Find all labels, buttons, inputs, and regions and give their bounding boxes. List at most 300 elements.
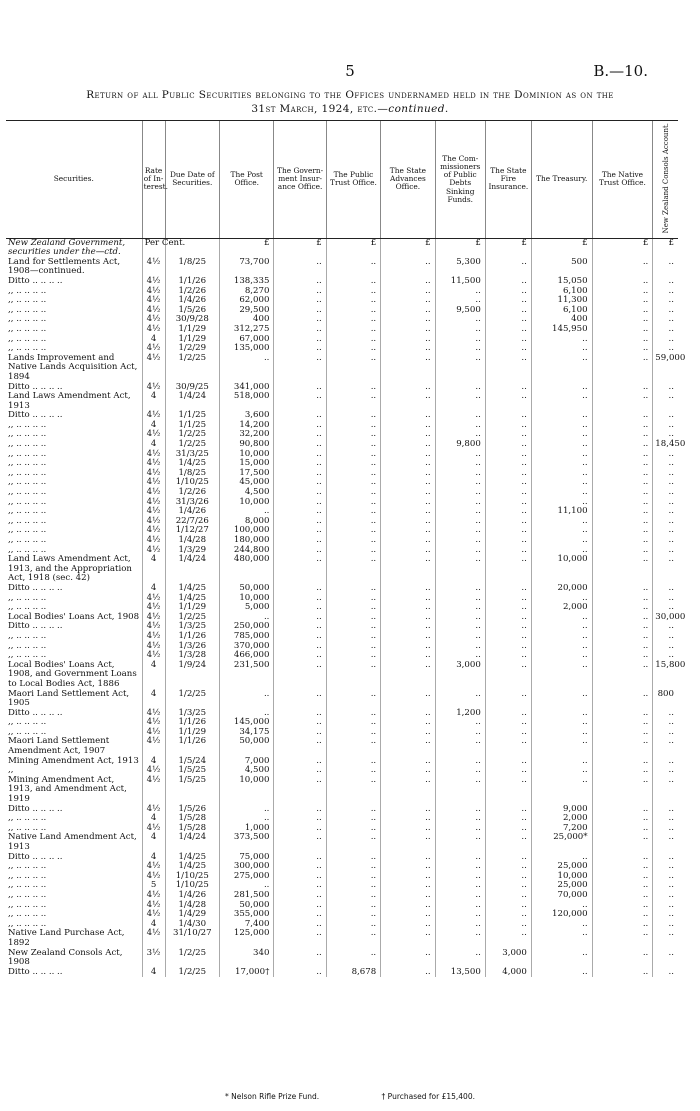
amount-cell: .. [274,728,326,738]
amount-cell: .. [485,881,531,891]
header-government-insurance: The Govern- ment Insur- ance Office. [274,121,326,239]
interest-rate: 4½ [142,287,165,297]
amount-cell: .. [274,555,326,584]
amount-cell: 370,000 [220,642,274,652]
interest-rate: 4½ [142,632,165,642]
amount-cell: .. [485,258,531,277]
amount-cell: .. [592,546,653,556]
amount-cell: .. [435,335,485,345]
amount-cell: .. [435,833,485,852]
amount-cell: .. [531,392,592,411]
footnote-purchased: † Purchased for £15,400. [381,1092,475,1101]
amount-cell: 300,000 [220,862,274,872]
due-date: 1/10/25 [165,872,219,882]
interest-rate: 4 [142,833,165,852]
amount-cell: .. [592,517,653,527]
amount-cell: .. [381,920,435,930]
due-date: 30/9/28 [165,315,219,325]
amount-cell: .. [592,805,653,815]
amount-cell: .. [381,901,435,911]
header-consols-account: New Zealand Consols Account. [653,121,678,239]
amount-cell: 73,700 [220,258,274,277]
amount-cell: .. [592,709,653,719]
table-row [6,584,678,594]
table-row [6,968,678,978]
amount-cell: 3,000 [435,661,485,690]
interest-rate: 4½ [142,824,165,834]
amount-cell: .. [653,258,678,277]
due-date: 1/4/25 [165,862,219,872]
security-name: ,, .. .. .. .. [8,333,47,344]
amount-cell: .. [435,555,485,584]
amount-cell: .. [485,383,531,393]
table-row [6,690,678,709]
amount-cell: .. [326,354,380,383]
table-row [6,737,678,756]
amount-cell: 8,000 [220,517,274,527]
amount-cell: 30,000 [653,613,678,623]
amount-cell: 244,800 [220,546,274,556]
amount-cell: .. [592,325,653,335]
amount-cell: .. [592,459,653,469]
amount-cell: .. [326,517,380,527]
amount-cell: .. [381,891,435,901]
interest-rate: 4½ [142,354,165,383]
due-date: 1/2/25 [165,613,219,623]
security-name: ,, .. .. .. .. [8,343,47,354]
interest-rate: 4½ [142,478,165,488]
amount-cell: .. [592,296,653,306]
amount-cell: .. [326,814,380,824]
amount-cell: .. [326,642,380,652]
security-name: ,, .. .. .. .. [8,285,47,296]
amount-cell: .. [485,622,531,632]
amount-cell: .. [435,776,485,805]
amount-cell: .. [485,613,531,623]
amount-cell: .. [435,507,485,517]
amount-cell: .. [592,968,653,978]
amount-cell: .. [592,814,653,824]
amount-cell: .. [381,728,435,738]
amount-cell: .. [381,440,435,450]
amount-cell: .. [381,737,435,756]
amount-cell: .. [220,805,274,815]
amount-cell: .. [485,536,531,546]
header-public-trust: The Public Trust Office. [326,121,380,239]
amount-cell: .. [435,728,485,738]
amount-cell: .. [653,325,678,335]
interest-rate: 4½ [142,411,165,421]
amount-cell: .. [531,728,592,738]
amount-cell: .. [435,354,485,383]
amount-cell: 10,000 [531,872,592,882]
amount-cell: .. [653,968,678,978]
amount-cell: .. [381,603,435,613]
interest-rate: 4½ [142,383,165,393]
amount-cell: .. [531,632,592,642]
amount-cell: .. [531,594,592,604]
table-row [6,421,678,431]
amount-cell: .. [326,862,380,872]
table-row [6,488,678,498]
due-date: 1/5/28 [165,824,219,834]
amount-cell: .. [326,459,380,469]
due-date: 1/1/26 [165,737,219,756]
amount-cell: .. [485,891,531,901]
amount-cell: .. [326,594,380,604]
amount-cell: 14,200 [220,421,274,431]
amount-cell: .. [653,728,678,738]
amount-cell: .. [592,853,653,863]
amount-cell: 8,678 [326,968,380,978]
unit-pound: £ [653,238,678,258]
amount-cell: .. [274,632,326,642]
amount-cell: .. [592,584,653,594]
amount-cell: .. [653,949,678,968]
security-name: Ditto .. .. .. .. [8,275,63,286]
interest-rate: 4 [142,335,165,345]
amount-cell: .. [326,910,380,920]
amount-cell: .. [381,833,435,852]
amount-cell: .. [274,306,326,316]
amount-cell: .. [274,737,326,756]
amount-cell: .. [326,584,380,594]
table-row [6,776,678,805]
amount-cell: 29,500 [220,306,274,316]
security-name: Ditto .. .. .. .. [8,707,63,718]
table-row [6,526,678,536]
amount-cell: 120,000 [531,910,592,920]
table-row [6,709,678,719]
amount-cell: .. [653,296,678,306]
due-date: 1/4/26 [165,891,219,901]
due-date: 31/3/26 [165,498,219,508]
amount-cell: .. [274,929,326,948]
interest-rate: 4½ [142,450,165,460]
amount-cell: .. [653,430,678,440]
security-name: ,, .. .. .. .. [8,544,47,555]
amount-cell: 67,000 [220,335,274,345]
amount-cell: .. [326,498,380,508]
unit-percent: Per Cent. [142,238,165,258]
due-date: 1/2/25 [165,949,219,968]
document-code: B.—10. [593,62,648,80]
amount-cell: .. [326,555,380,584]
amount-cell: .. [653,833,678,852]
amount-cell: .. [274,872,326,882]
amount-cell: .. [531,335,592,345]
amount-cell: .. [485,824,531,834]
amount-cell: 518,000 [220,392,274,411]
amount-cell: .. [485,344,531,354]
amount-cell: .. [274,881,326,891]
due-date: 1/4/25 [165,459,219,469]
amount-cell: .. [326,536,380,546]
amount-cell: 400 [220,315,274,325]
amount-cell: .. [326,728,380,738]
amount-cell: .. [531,622,592,632]
amount-cell: .. [326,430,380,440]
amount-cell: .. [326,853,380,863]
amount-cell: .. [326,632,380,642]
table-body [6,237,686,977]
amount-cell: 17,500 [220,469,274,479]
amount-cell: .. [326,929,380,948]
amount-cell: .. [326,258,380,277]
due-date: 1/10/25 [165,881,219,891]
amount-cell: 7,000 [220,757,274,767]
amount-cell: .. [531,498,592,508]
amount-cell: 785,000 [220,632,274,642]
amount-cell: 6,100 [531,287,592,297]
interest-rate: 4½ [142,258,165,277]
amount-cell: .. [274,392,326,411]
amount-cell: 10,000 [220,498,274,508]
table-row [6,440,678,450]
security-name: Land Laws Amendment Act, 1913, and the Appropriation Act, 1918 (sec. 42) [8,554,132,584]
amount-cell: 373,500 [220,833,274,852]
security-name: ,, .. .. .. .. [8,477,47,488]
amount-cell: .. [274,296,326,306]
amount-cell: .. [485,901,531,911]
amount-cell: .. [435,814,485,824]
amount-cell: .. [435,450,485,460]
amount-cell: .. [531,690,592,709]
amount-cell: .. [435,517,485,527]
table-row [6,718,678,728]
amount-cell: .. [326,277,380,287]
amount-cell: .. [381,430,435,440]
amount-cell: .. [326,881,380,891]
amount-cell: .. [485,469,531,479]
amount-cell: .. [592,949,653,968]
table-row [6,450,678,460]
amount-cell: .. [381,584,435,594]
unit-pound: £ [220,238,274,258]
amount-cell: .. [274,344,326,354]
due-date: 1/5/26 [165,306,219,316]
due-date: 1/2/25 [165,968,219,978]
title-line-1: Return of all Public Securities belonging to the Offices undernamed held in the Dominion as on the [86,89,614,101]
amount-cell: .. [653,920,678,930]
amount-cell: .. [485,728,531,738]
interest-rate: 4½ [142,929,165,948]
security-name: Lands Improvement and Native Lands Acquisition Act, 1894 [8,352,138,382]
security-name: Mining Amendment Act, 1913, and Amendment Act, 1919 [8,774,127,805]
amount-cell: 5,300 [435,258,485,277]
amount-cell: .. [485,440,531,450]
amount-cell: .. [381,642,435,652]
security-name: ,, .. .. .. .. [8,535,47,546]
security-name: Native Land Amendment Act, 1913 [8,832,137,853]
due-date: 1/4/24 [165,392,219,411]
table-row [6,517,678,527]
amount-cell: .. [653,651,678,661]
security-name: ,, .. .. .. .. [8,899,47,910]
amount-cell: .. [592,833,653,852]
amount-cell: 25,000* [531,833,592,852]
amount-cell: .. [435,344,485,354]
amount-cell: .. [531,613,592,623]
due-date: 1/3/26 [165,642,219,652]
amount-cell: .. [531,383,592,393]
amount-cell: .. [220,709,274,719]
amount-cell: .. [485,862,531,872]
security-name: Native Land Purchase Act, 1892 [8,928,125,948]
amount-cell: .. [381,488,435,498]
amount-cell: .. [531,642,592,652]
amount-cell: .. [381,910,435,920]
amount-cell: .. [592,728,653,738]
security-name: ,, .. .. .. .. [8,323,47,334]
amount-cell: .. [326,526,380,536]
amount-cell: .. [381,757,435,767]
due-date: 1/4/26 [165,507,219,517]
amount-cell: .. [485,411,531,421]
amount-cell: .. [653,872,678,882]
amount-cell: .. [653,536,678,546]
header-post-office: The Post Office. [220,121,274,239]
amount-cell: 9,800 [435,440,485,450]
amount-cell: 341,000 [220,383,274,393]
due-date: 1/4/25 [165,594,219,604]
amount-cell: 10,000 [220,776,274,805]
amount-cell: .. [485,833,531,852]
amount-cell: .. [592,757,653,767]
amount-cell: .. [274,833,326,852]
amount-cell: .. [435,805,485,815]
amount-cell: .. [653,632,678,642]
amount-cell: .. [381,690,435,709]
amount-cell: .. [435,613,485,623]
amount-cell: .. [435,430,485,440]
amount-cell: 466,000 [220,651,274,661]
amount-cell: .. [653,507,678,517]
amount-cell: .. [485,306,531,316]
amount-cell: .. [653,584,678,594]
page-number: 5 [345,62,355,80]
header-commissioners: The Com- missioners of Public Debts Sinking Funds. [435,121,485,239]
due-date: 1/1/29 [165,325,219,335]
security-name: Maori Land Settlement Amendment Act, 1907 [8,736,110,757]
interest-rate: 4 [142,392,165,411]
security-name: Ditto .. .. .. .. [8,851,63,862]
table-row [6,411,678,421]
due-date: 1/2/25 [165,430,219,440]
amount-cell: .. [592,354,653,383]
interest-rate: 3½ [142,949,165,968]
interest-rate: 4½ [142,718,165,728]
amount-cell: .. [326,450,380,460]
security-name: Land Laws Amendment Act, 1913 [8,391,131,411]
amount-cell: .. [381,411,435,421]
amount-cell: .. [531,929,592,948]
interest-rate: 4½ [142,507,165,517]
amount-cell: .. [485,920,531,930]
amount-cell: 25,000 [531,881,592,891]
amount-cell: .. [381,383,435,393]
security-name: ,, .. .. .. .. [8,813,47,824]
amount-cell: 11,100 [531,507,592,517]
security-name: ,, [8,765,14,776]
amount-cell: .. [531,651,592,661]
amount-cell: .. [531,469,592,479]
interest-rate: 4½ [142,910,165,920]
amount-cell: 5,000 [220,603,274,613]
amount-cell: .. [435,421,485,431]
amount-cell: .. [381,469,435,479]
amount-cell: 15,000 [220,459,274,469]
header-state-fire: The State Fire Insurance. [485,121,531,239]
amount-cell: .. [326,383,380,393]
security-name: ,, .. .. .. .. [8,487,47,498]
due-date: 1/5/24 [165,757,219,767]
interest-rate: 4½ [142,728,165,738]
amount-cell: .. [274,546,326,556]
amount-cell: .. [592,335,653,345]
amount-cell: .. [531,853,592,863]
amount-cell: .. [485,546,531,556]
amount-cell: .. [531,440,592,450]
amount-cell: .. [485,814,531,824]
amount-cell: .. [592,421,653,431]
amount-cell: .. [592,661,653,690]
security-name: Ditto .. .. .. .. [8,381,63,392]
due-date: 1/5/28 [165,814,219,824]
interest-rate: 4½ [142,862,165,872]
amount-cell: .. [326,920,380,930]
amount-cell: .. [381,517,435,527]
amount-cell: 11,500 [435,277,485,287]
amount-cell: .. [531,718,592,728]
due-date: 1/1/29 [165,728,219,738]
amount-cell: .. [653,766,678,776]
amount-cell: .. [435,766,485,776]
interest-rate: 4½ [142,459,165,469]
security-name: ,, .. .. .. .. [8,918,47,929]
amount-cell: .. [653,498,678,508]
header-state-advances: The State Advances Office. [381,121,435,239]
amount-cell: .. [485,632,531,642]
amount-cell: .. [435,603,485,613]
amount-cell: .. [653,603,678,613]
amount-cell: .. [485,354,531,383]
amount-cell: 25,000 [531,862,592,872]
amount-cell: .. [485,555,531,584]
amount-cell: .. [592,690,653,709]
amount-cell: .. [220,814,274,824]
amount-cell: .. [653,862,678,872]
security-name: ,, .. .. .. .. [8,717,47,728]
amount-cell: .. [485,910,531,920]
security-name: ,, .. .. .. .. [8,467,47,478]
amount-cell: .. [274,421,326,431]
amount-cell: .. [381,335,435,345]
amount-cell: .. [274,661,326,690]
security-name: ,, .. .. .. .. [8,630,47,641]
amount-cell: .. [435,824,485,834]
interest-rate: 4½ [142,344,165,354]
amount-cell: .. [274,258,326,277]
amount-cell: 62,000 [220,296,274,306]
interest-rate: 4½ [142,517,165,527]
header-row [6,121,678,239]
amount-cell: .. [653,421,678,431]
amount-cell: .. [531,766,592,776]
amount-cell: .. [592,737,653,756]
amount-cell: .. [485,450,531,460]
interest-rate: 4½ [142,737,165,756]
